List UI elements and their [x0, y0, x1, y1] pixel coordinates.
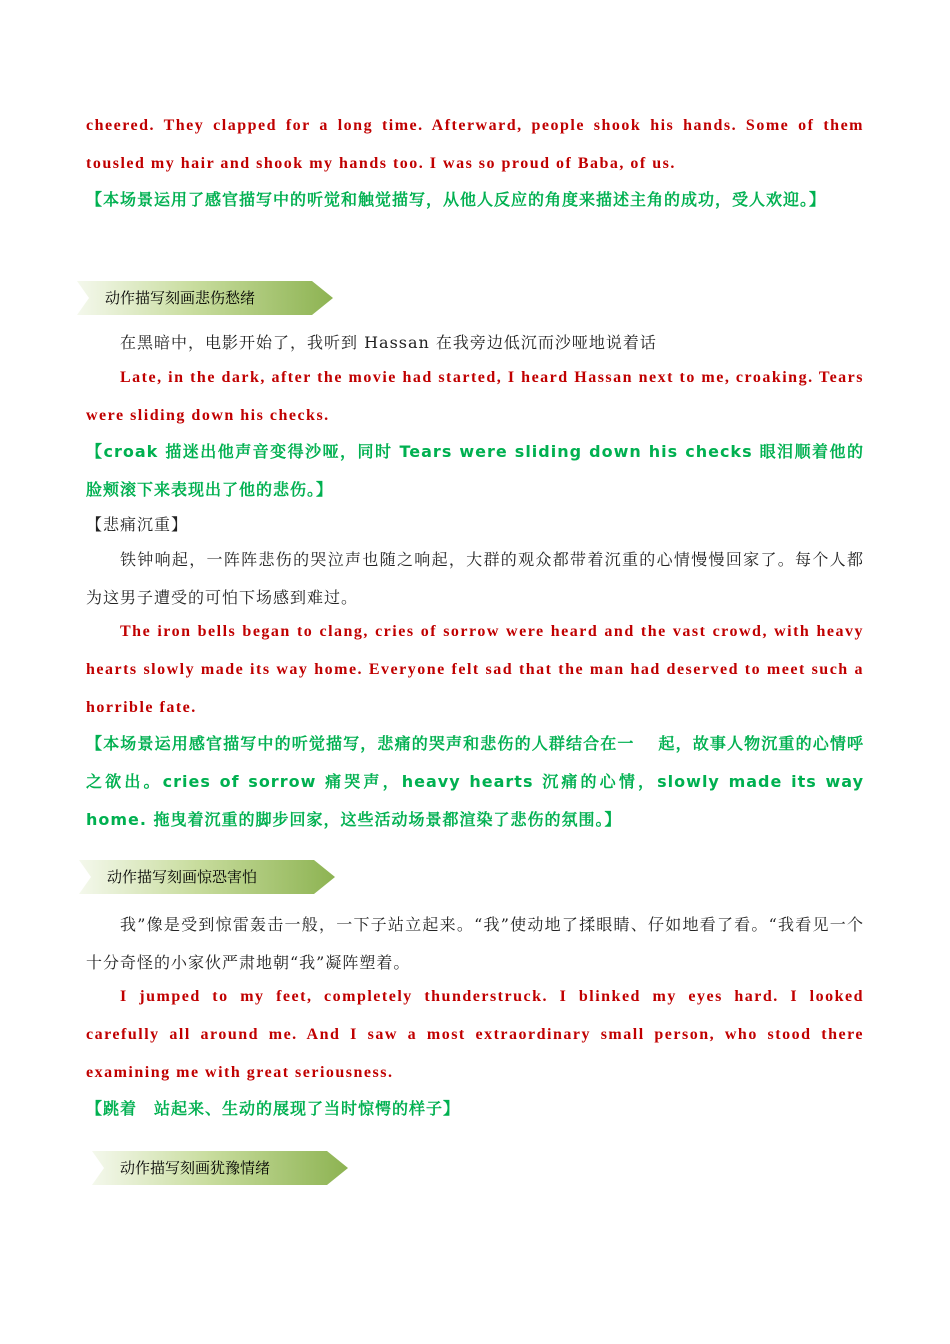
english-passage: I jumped to my feet, completely thunderstruck. I blinked my eyes hard. I looked carefully all around me. And I saw a most extraordinary small person, who stood there examining me with great seriousness.	[86, 988, 864, 1081]
english-passage: Late, in the dark, after the movie had started, I heard Hassan next to me, croaking. Tears were sliding down his checks.	[86, 369, 864, 424]
section-banner	[77, 281, 335, 315]
section-heading: 动作描写刻画犹豫情绪	[120, 1159, 271, 1177]
section-heading: 动作描写刻画惊恐害怕	[107, 868, 258, 886]
chinese-passage: 我”像是受到惊雷轰击一般，一下子站立起来。“我”使动地了揉眼睛、仔如地看了看。“我看见一个十分奇怪的小家伙严肃地朝“我”凝阵塑着。	[86, 915, 864, 972]
section-banner	[92, 1151, 350, 1185]
annotation-note: 【跳着 站起来、生动的展现了当时惊愕的样子】	[86, 1099, 461, 1118]
chinese-passage: 铁钟响起，一阵阵悲伤的哭泣声也随之响起，大群的观众都带着沉重的心情慢慢回家了。每个人都为这男子遭受的可怕下场感到难过。	[86, 550, 864, 607]
english-passage: cheered. They clapped for a long time. Afterward, people shook his hands. Some of them tousled my hair and shook my hands too. I was so proud of Baba, of us.	[86, 117, 864, 172]
section-heading: 动作描写刻画悲伤愁绪	[105, 289, 256, 307]
annotation-note: 【本场景运用感官描写中的听觉描写，悲痛的哭声和悲伤的人群结合在一 起，故事人物沉重的心情呼之欲出。cries of sorrow 痛哭声，heavy hearts 沉痛的心情，slowly made its way home. 拖曳着沉重的脚步回家，这些活动场景都渲染了悲伤的氛围。】	[86, 734, 864, 829]
section-banner	[79, 860, 337, 894]
annotation-note: 【croak 描迷出他声音变得沙哑，同时 Tears were sliding down his checks 眼泪顺着他的脸颊滚下来表现出了他的悲伤。】	[86, 442, 864, 499]
chinese-passage: 在黑暗中，电影开始了，我听到 Hassan 在我旁边低沉而沙哑地说着话	[120, 333, 657, 352]
subheading: 【悲痛沉重】	[86, 515, 189, 534]
annotation-note: 【本场景运用了感官描写中的听觉和触觉描写，从他人反应的角度来描述主角的成功，受人欢迎。】	[86, 190, 827, 209]
english-passage: The iron bells began to clang, cries of sorrow were heard and the vast crowd, with heavy hearts slowly made its way home. Everyone felt sad that the man had deserved to meet such a horrible fate.	[86, 623, 864, 716]
